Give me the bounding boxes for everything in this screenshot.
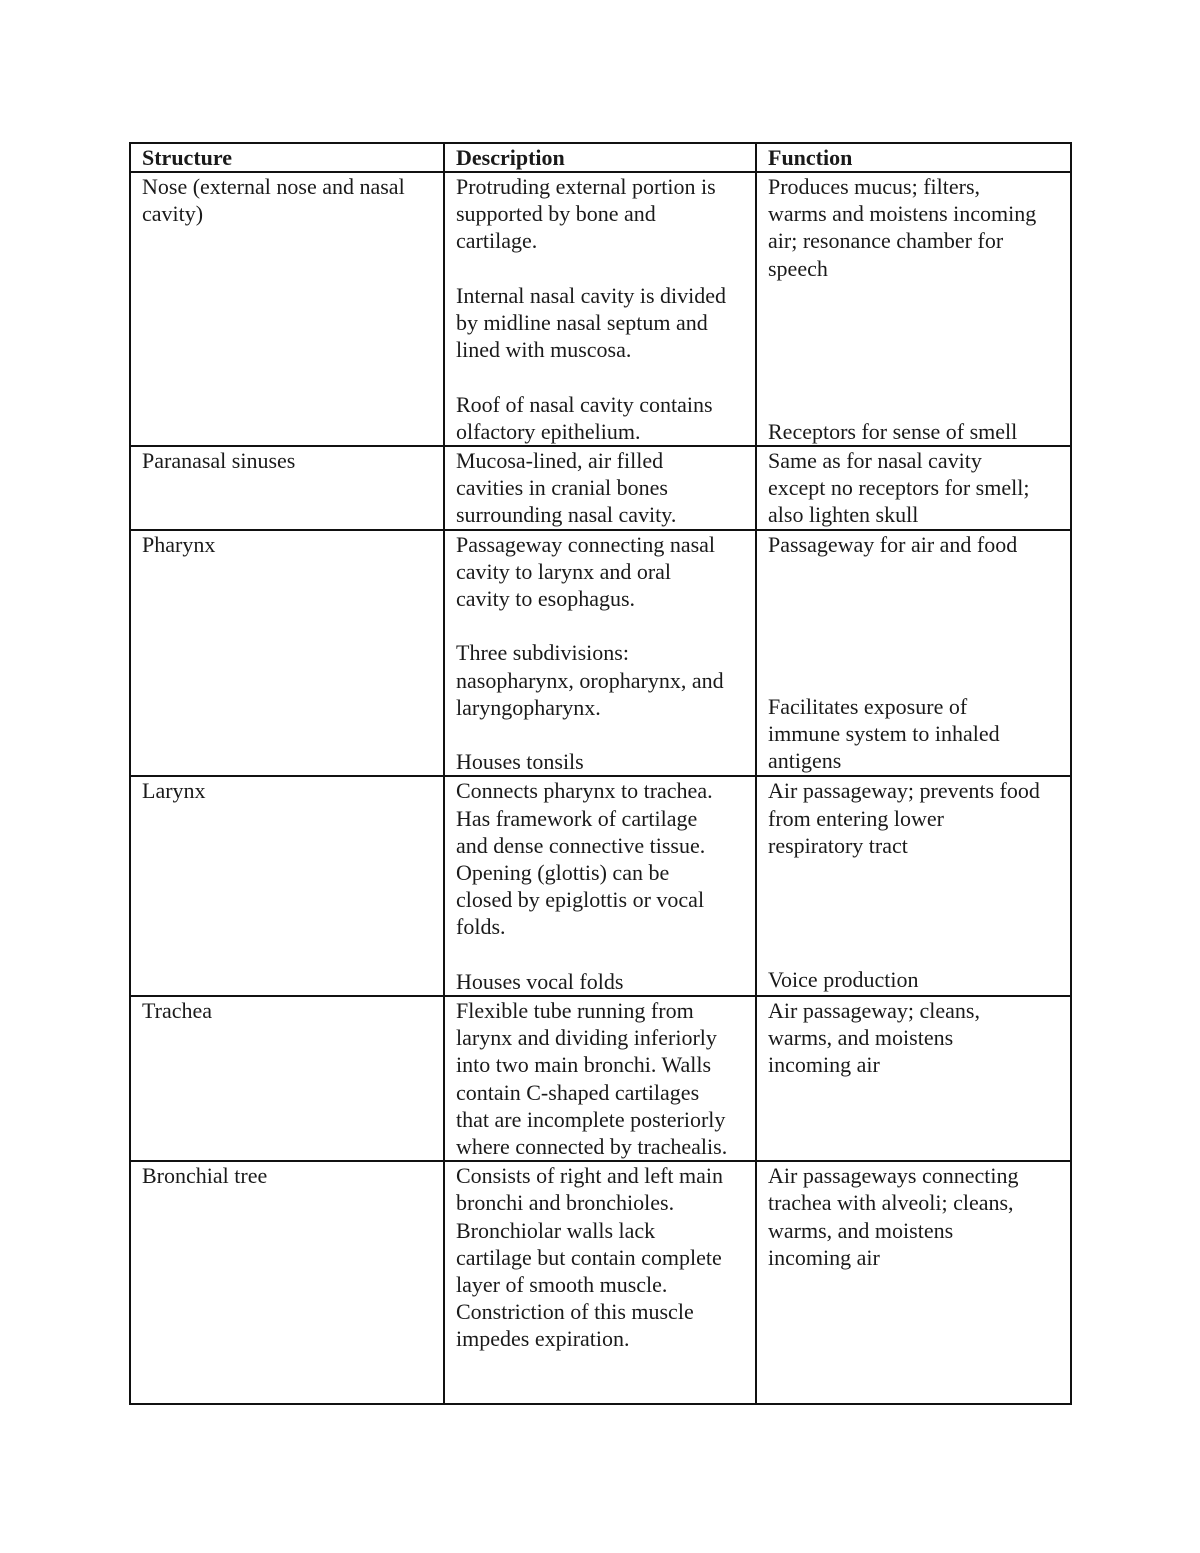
structure-name: Nose (external nose and nasal cavity) bbox=[142, 174, 405, 227]
description-text: Houses vocal folds bbox=[456, 968, 624, 994]
structure-cell bbox=[130, 530, 444, 777]
function-text: Passageway for air and food bbox=[768, 531, 1018, 557]
structure-cell bbox=[130, 1161, 444, 1404]
description-cell bbox=[444, 172, 756, 446]
structure-name: Bronchial tree bbox=[142, 1163, 268, 1189]
function-text: Air passageways connecting trachea with alveoli; cleans, warms, and moistens incoming air bbox=[768, 1163, 1019, 1270]
description-cell bbox=[444, 446, 756, 530]
function-cell bbox=[756, 996, 1071, 1161]
description-text: Internal nasal cavity is divided by midline nasal septum and lined with muscosa. bbox=[456, 282, 727, 363]
function-text: Air passageway; cleans, warms, and moistens incoming air bbox=[768, 998, 980, 1078]
respiratory-structures-table bbox=[129, 142, 1072, 1405]
description-cell bbox=[444, 996, 756, 1161]
function-text: Voice production bbox=[768, 967, 919, 993]
description-text: Protruding external portion is supported by bone and cartilage. bbox=[456, 174, 716, 254]
function-cell bbox=[756, 776, 1071, 996]
description-text: Passageway connecting nasal cavity to larynx and oral cavity to esophagus. bbox=[456, 531, 716, 612]
function-text: Facilitates exposure of immune system to inhaled antigens bbox=[768, 694, 1000, 774]
header-structure: Structure bbox=[130, 143, 444, 172]
function-text: Produces mucus; filters, warms and moistens incoming air; resonance chamber for speech bbox=[768, 174, 1037, 281]
table-row bbox=[130, 776, 1071, 996]
function-cell bbox=[756, 172, 1071, 446]
description-cell bbox=[444, 776, 756, 996]
description-cell bbox=[444, 530, 756, 777]
description-text: Three subdivisions: nasopharynx, oropharynx, and laryngopharynx. bbox=[456, 640, 724, 720]
description-text: Roof of nasal cavity contains olfactory epithelium. bbox=[456, 391, 713, 444]
description-text: Houses tonsils bbox=[456, 749, 584, 775]
table-row bbox=[130, 172, 1071, 446]
structure-cell bbox=[130, 446, 444, 530]
description-text: Flexible tube running from larynx and dividing inferiorly into two main bronchi. Walls contain C-shaped cartilages that are incomplete posteriorly where connected by trachealis. bbox=[456, 998, 728, 1160]
table-row bbox=[130, 530, 1071, 777]
description-text: Mucosa-lined, air filled cavities in cranial bones surrounding nasal cavity. bbox=[456, 448, 677, 528]
description-cell bbox=[444, 1161, 756, 1404]
function-cell bbox=[756, 446, 1071, 530]
table-row bbox=[130, 446, 1071, 530]
structure-name: Paranasal sinuses bbox=[142, 448, 296, 473]
structure-name: Pharynx bbox=[142, 531, 216, 557]
description-text: Consists of right and left main bronchi and bronchioles. Bronchiolar walls lack cartilage but contain complete layer of smooth muscle. Constriction of this muscle impedes expiration. bbox=[456, 1163, 724, 1352]
structure-name: Larynx bbox=[142, 778, 206, 804]
function-text: Air passageway; prevents food from entering lower respiratory tract bbox=[768, 778, 1040, 858]
table-row bbox=[130, 996, 1071, 1161]
function-cell bbox=[756, 530, 1071, 777]
structure-name: Trachea bbox=[142, 998, 213, 1024]
function-cell bbox=[756, 1161, 1071, 1404]
structure-cell bbox=[130, 172, 444, 446]
description-text: Connects pharynx to trachea. Has framework of cartilage and dense connective tissue. Opening (glottis) can be closed by epiglottis or vocal folds. bbox=[456, 778, 713, 940]
structure-cell bbox=[130, 776, 444, 996]
table-row bbox=[130, 1161, 1071, 1404]
function-text: Same as for nasal cavity except no receptors for smell; also lighten skull bbox=[768, 448, 1030, 528]
header-function: Function bbox=[756, 143, 1071, 172]
table-header-row bbox=[130, 143, 1071, 172]
header-description: Description bbox=[444, 143, 756, 172]
structure-cell bbox=[130, 996, 444, 1161]
function-text: Receptors for sense of smell bbox=[768, 418, 1018, 444]
